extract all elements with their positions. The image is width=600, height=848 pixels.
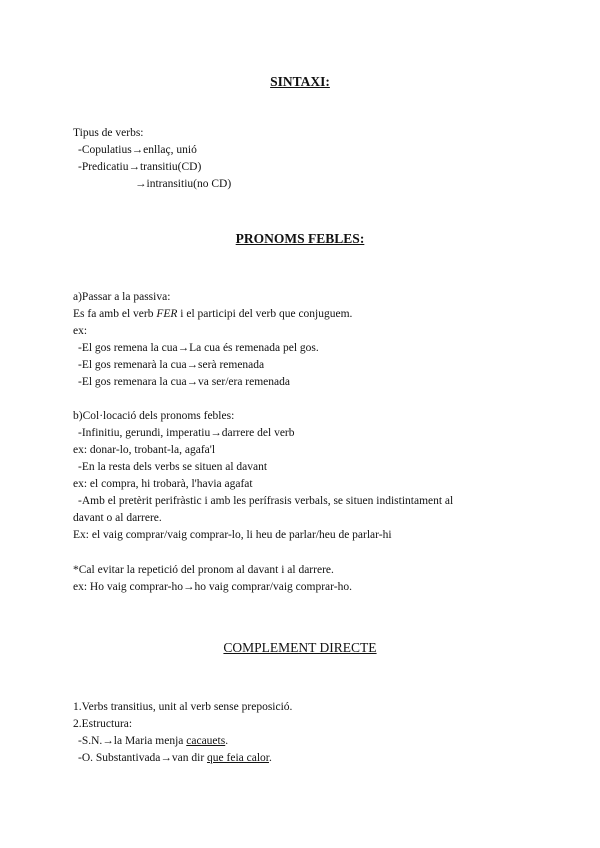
- cd-line-4-pre: -O. Substantivada→van dir: [78, 752, 208, 764]
- collocacio-line-4: ex: el compra, hi trobarà, l'havia agafat: [73, 478, 253, 490]
- section-heading-pronoms: PRONOMS FEBLES:: [235, 231, 365, 246]
- collocacio-line-7: Ex: el vaig comprar/vaig comprar-lo, li heu de parlar/heu de parlar-hi: [73, 529, 392, 541]
- passiva-rule-pre: Es fa amb el verb: [73, 308, 157, 320]
- passiva-rule: [73, 307, 352, 321]
- collocacio-title: b)Col·locació dels pronoms febles:: [73, 410, 235, 422]
- cd-line-3: [78, 734, 228, 748]
- tipus-line-copulatius: -Copulatius→enllaç, unió: [78, 144, 197, 156]
- passiva-rule-verb: FER: [156, 308, 178, 320]
- collocacio-line-6: davant o al darrere.: [73, 512, 162, 524]
- cd-line-3-pre: -S.N.→la Maria menja: [78, 735, 187, 747]
- passiva-title: a)Passar a la passiva:: [73, 291, 171, 303]
- cd-line-4-post: .: [268, 752, 272, 764]
- cd-line-1: 1.Verbs transitius, unit al verb sense preposició.: [73, 701, 293, 713]
- note-line-1: *Cal evitar la repetició del pronom al davant i al darrere.: [73, 564, 334, 576]
- passiva-rule-post: i el participi del verb que conjuguem.: [177, 308, 353, 320]
- cd-line-4-underlined: que feia calor: [207, 752, 269, 764]
- collocacio-line-3: -En la resta dels verbs se situen al davant: [78, 461, 268, 473]
- passiva-example-2: -El gos remenarà la cua→serà remenada: [78, 359, 265, 371]
- cd-line-3-post: .: [225, 735, 229, 747]
- passiva-example-3: -El gos remenara la cua→va ser/era remenada: [78, 376, 290, 388]
- tipus-heading: Tipus de verbs:: [73, 127, 144, 139]
- cd-line-2: 2.Estructura:: [73, 718, 133, 730]
- section-heading-cd: COMPLEMENT DIRECTE: [223, 640, 377, 655]
- page-title: SINTAXI:: [270, 74, 330, 89]
- collocacio-line-2: ex: donar-lo, trobant-la, agafa'l: [73, 444, 216, 456]
- passiva-ex-label: ex:: [73, 325, 88, 337]
- cd-line-3-underlined: cacauets: [186, 735, 226, 747]
- collocacio-line-1: -Infinitiu, gerundi, imperatiu→darrere del verb: [78, 427, 295, 439]
- tipus-line-predicatiu: -Predicatiu→transitiu(CD): [78, 161, 202, 173]
- note-line-2: ex: Ho vaig comprar-ho→ho vaig comprar/vaig comprar-ho.: [73, 581, 352, 593]
- collocacio-line-5: -Amb el pretèrit perifràstic i amb les perífrasis verbals, se situen indistintament al: [78, 495, 454, 507]
- tipus-line-intransitiu: →intransitiu(no CD): [135, 178, 232, 190]
- cd-line-4: [78, 751, 272, 765]
- passiva-example-1: -El gos remena la cua→La cua és remenada pel gos.: [78, 342, 319, 354]
